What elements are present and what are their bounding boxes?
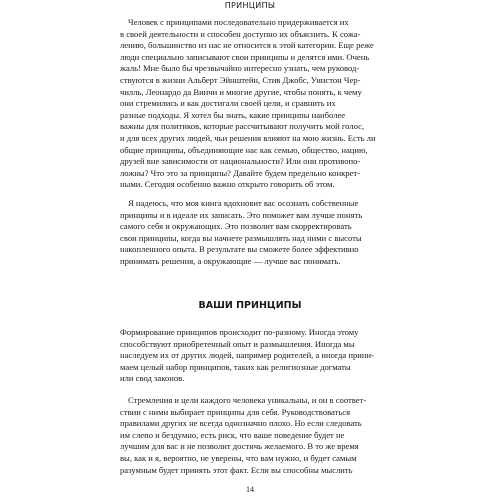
paragraph-1: [120, 17, 382, 191]
text-line: принципы и в идеале их записать. Это поможет вам лучше понять: [120, 209, 363, 220]
text-line: Формирование принципов происходит по-разному. Иногда этому: [120, 327, 359, 337]
text-line: люди специально записывают свои принципы и делятся ими. Очень: [120, 51, 370, 62]
paragraph-4: [120, 395, 382, 476]
text-line: Я надеюсь, что моя книга вдохновит вас осознать собственные: [128, 198, 359, 208]
text-line: ными. Сегодня особенно важно открыто говорить об этом.: [120, 179, 335, 190]
text-line: лучшим для вас и не позволит достичь желаемого. В то же время: [120, 441, 359, 452]
text-line: ложны? Что это за принципы? Давайте будем предельно конкрет-: [120, 167, 360, 178]
text-line: Человек с принципами последовательно придерживается их: [128, 17, 349, 27]
text-line: способствуют приобретенный опыт и размышления. Иногда мы: [120, 338, 355, 349]
text-line: свои принципы, когда вы начнете размышлять над ними с высоты: [120, 232, 362, 243]
paragraph-2: [120, 198, 382, 268]
running-header: ПРИНЦИПЫ: [224, 1, 276, 10]
text-line: лению, большинство из нас не относится к этой категории. Еще реже: [120, 40, 374, 51]
text-line: принимать решения, а окружающие — лучше вас понимать.: [120, 255, 341, 266]
text-line: маем целый набор принципов, таких как религиозные догматы: [120, 361, 351, 372]
text-line: правилами других не всегда однозначно плохо. Но если следовать: [120, 418, 362, 429]
paragraph-3: [120, 327, 382, 385]
text-line: им слепо и бездумно, есть риск, что ваше поведение будет не: [120, 429, 345, 440]
text-line: чилль, Леонардо да Винчи и многие другие, чтобы понять, к чему: [120, 86, 362, 97]
text-line: Стремления и цели каждого человека уникальны, и он в соответ-: [128, 395, 367, 405]
section-heading: ВАШИ ПРИНЦИПЫ: [198, 300, 302, 311]
text-line: жаль! Мне было бы чрезвычайно интересно узнать, чем руковод-: [120, 63, 360, 74]
text-line: вы, как и я, вероятно, не уверены, что вам нужно, и будет самым: [120, 452, 357, 463]
text-line: в своей деятельности и способен доступно их объяснить. К сожа-: [120, 28, 361, 39]
text-line: ствии с ними выбирает принципы для себя. Руководствоваться: [120, 406, 351, 417]
text-line: разумным будет принять этот факт. Если вы способны мыслить: [120, 464, 353, 475]
text-line: они стремились и как достигали своей цели, и сравнить их: [120, 98, 336, 109]
text-line: разные подходы. Я хотел бы знать, какие принципы наиболее: [120, 109, 346, 120]
text-line: накопленного опыта. В результате вы сможете более эффективно: [120, 244, 359, 255]
page-number: 14: [246, 485, 254, 494]
text-line: друзей вне зависимости от национальности? Или они противопо-: [120, 156, 361, 167]
text-line: или свод законов.: [120, 373, 185, 384]
text-line: наследуем их от других людей, например родителей, а иногда прини-: [120, 350, 374, 361]
text-line: и для всех других людей, чьи решения влияют на мою жизнь. Есть ли: [120, 132, 376, 143]
text-line: самого себя и окружающих. Это позволит вам скорректировать: [120, 221, 352, 232]
text-line: общие принципы, объединяющие нас как семью, общество, нацию,: [120, 144, 368, 155]
text-line: ствуются в жизни Альберт Эйнштейн, Стив Джобс, Уинстон Чер-: [120, 74, 361, 85]
text-line: важны для политиков, которые рассчитывают получить мой голос,: [120, 121, 365, 132]
